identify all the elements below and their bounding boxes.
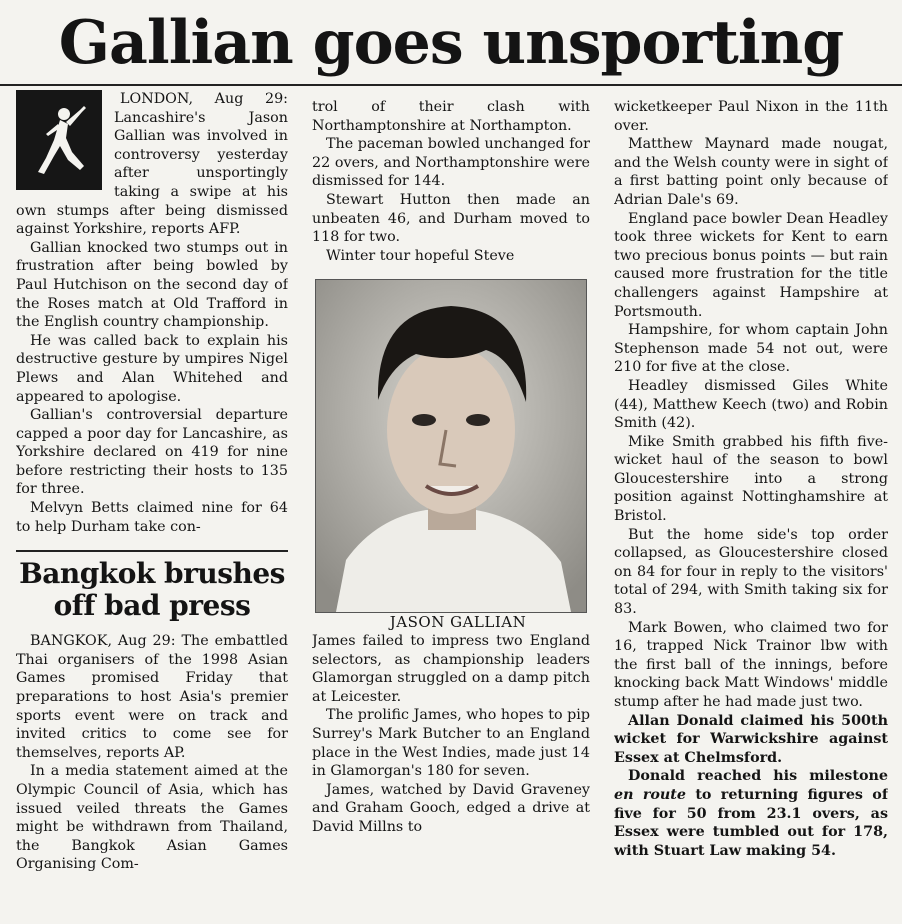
paragraph: trol of their clash with Northamptonshire at Northampton. [312,99,590,134]
column-1 [16,90,288,916]
paragraph: BANGKOK, Aug 29: The embattled Thai organisers of the 1998 Asian Games promised Friday that preparations to host Asia's premier sports event were on track and invited critics to come see for themselves, reports AP. [16,633,288,761]
cricket-batsman-icon [24,100,94,180]
paragraph: Allan Donald claimed his 500th wicket for Warwickshire against Essex at Chelmsford. [614,712,888,766]
cricket-logo [16,90,102,190]
photo-caption: JASON GALLIAN [389,613,527,632]
paragraph: Gallian knocked two stumps out in frustration after being bowled by Paul Hutchison on the second day of the Roses match at Old Trafford in the English country championship. [16,239,288,331]
paragraph: Matthew Maynard made nougat, and the Welsh county were in sight of a first batting point only because of Adrian Dale's 69. [614,136,888,208]
paragraph: Melvyn Betts claimed nine for 64 to help Durham take con- [16,500,288,535]
paragraph: Gallian's controversial departure capped a poor day for Lancashire, as Yorkshire declared on 419 for nine before restricting their hosts to 135 for three. [16,407,288,498]
paragraph: LONDON, Aug 29: Lancashire's Jason Gallian was involved in controversy yesterday after unsportingly taking a swipe at his own stumps after being dismissed against Yorkshire, reports AFP. [16,91,288,238]
paragraph: Winter tour hopeful Steve [326,247,515,264]
subheadline: Bangkok brushes off bad press [19,557,285,623]
headline: Gallian goes unsporting [58,8,844,78]
paragraph: He was called back to explain his destructive gesture by umpires Nigel Plews and Alan Whitehed and appeared to apologise. [16,332,288,405]
portrait-photo [315,279,587,613]
paragraph: Stewart Hutton then made an unbeaten 46, and Durham moved to 118 for two. [312,191,590,246]
paragraph: James, watched by David Graveney and Graham Gooch, edged a drive at David Millns to [312,781,590,835]
dateline: LONDON, Aug 29: [120,91,288,107]
paragraph: Donald reached his milestone en route to returning figures of five for 50 from 23.1 overs, as Essex were tumbled out for 178, with Stuart Law making 54. [614,768,888,859]
paragraph: wicketkeeper Paul Nixon in the 11th over. [614,99,888,134]
column-3 [614,98,888,924]
bold-section [614,712,888,861]
paragraph: Headley dismissed Giles White (44), Matthew Keech (two) and Robin Smith (42). [614,377,888,432]
paragraph: England pace bowler Dean Headley took three wickets for Kent to earn two precious bonus points — but rain caused more frustration for the title challengers against Hampshire at Portsmouth. [614,210,888,320]
paragraph: In a media statement aimed at the Olympic Council of Asia, which has issued veiled threats the Games might be withdrawn from Thailand, the Bangkok Asian Games Organising Com- [16,763,288,873]
paragraph: James failed to impress two England selectors, as championship leaders Glamorgan struggled on a damp pitch at Leicester. [312,632,590,705]
paragraph: Mark Bowen, who claimed two for 16, trapped Nick Trainor lbw with the first ball of the innings, before knocking back Matt Windows' middle stump after he had made just two. [614,619,888,710]
paragraph: Mike Smith grabbed his fifth five-wicket haul of the season to bowl Gloucestershire into a strong position against Nottinghamshire at Bristol. [614,433,888,525]
paragraph: The paceman bowled unchanged for 22 overs, and Northamptonshire were dismissed for 144. [312,136,590,190]
section-divider [16,550,288,552]
paragraph: The prolific James, who hopes to pip Surrey's Mark Butcher to an England place in the West Indies, made just 14 in Glamorgan's 180 for seven. [312,707,590,780]
headline-rule [0,84,902,86]
paragraph: But the home side's top order collapsed, as Gloucestershire closed on 84 for four in reply to the visitors' total of 294, with Smith taking six for 83. [614,526,888,618]
column-2 [312,98,590,924]
paragraph: Hampshire, for whom captain John Stephenson made 54 not out, were 210 for five at the close. [614,322,888,376]
